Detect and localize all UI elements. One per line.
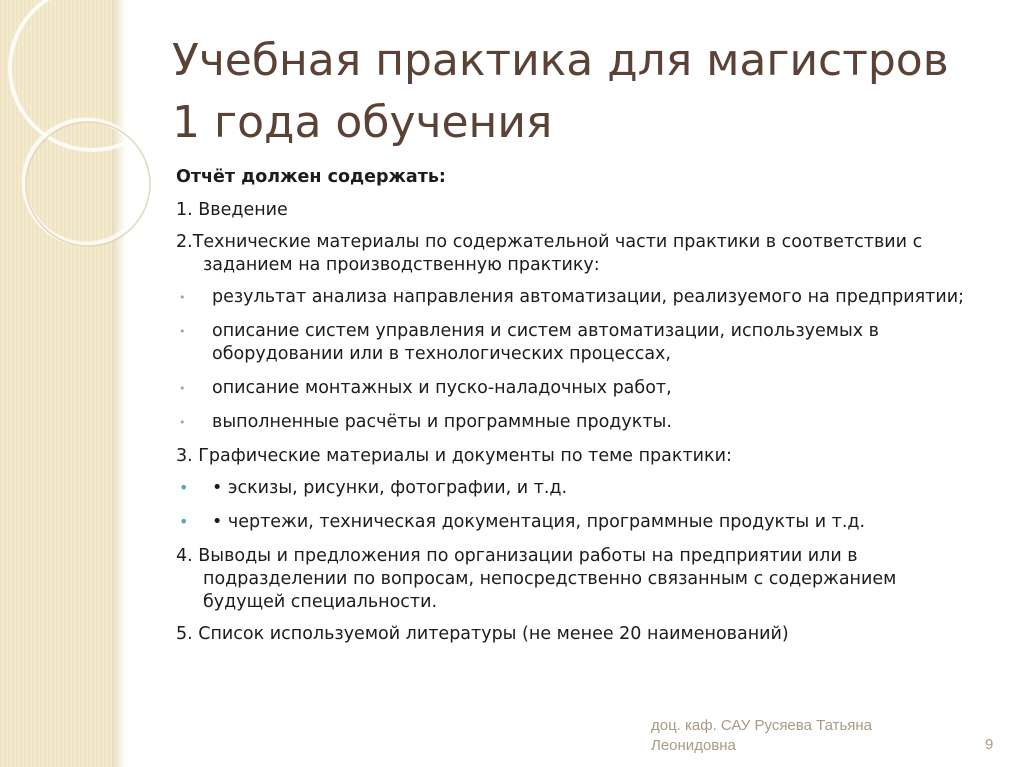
item-conclusions: [176, 545, 976, 614]
item-text: 3. Графические материалы и документы по теме практики:: [176, 446, 732, 466]
bullet-dot-icon: •: [179, 291, 186, 304]
item-text: 4. Выводы и предложения по организации работы на предприятии или в подразделении по вопросам, непосредственно связанным с содержанием будущей специальности.: [176, 546, 897, 612]
decorative-rings: [0, 0, 160, 767]
page-number: 9: [985, 736, 994, 753]
content-heading: Отчёт должен содержать:: [176, 167, 446, 187]
bullet-item: [176, 411, 976, 434]
bullet-dot-icon: •: [179, 478, 189, 497]
bullet-item: [176, 320, 976, 366]
slide-title: [172, 30, 992, 154]
bullet-text: описание систем управления и систем автоматизации, используемых в оборудовании или в технологических процессах,: [212, 321, 879, 364]
item-graphic-materials: [176, 445, 976, 468]
bullet-dot-icon: •: [179, 416, 186, 429]
item-text: 5. Список используемой литературы (не менее 20 наименований): [176, 624, 789, 644]
title-line-1: Учебная практика для магистров: [172, 35, 949, 86]
bullet-text: • эскизы, рисунки, фотографии, и т.д.: [212, 478, 568, 498]
bullet-text: выполненные расчёты и программные продукты.: [212, 412, 672, 432]
footer-author: доц. каф. САУ Русяева Татьяна Леонидовна: [651, 717, 873, 754]
bullet-item: [176, 477, 976, 500]
bullet-text: • чертежи, техническая документация, программные продукты и т.д.: [212, 512, 866, 532]
title-line-2: 1 года обучения: [172, 97, 553, 148]
ring-shadow: [26, 122, 150, 246]
bullet-item: [176, 377, 976, 400]
content-body: [176, 166, 976, 655]
ring-large: [10, 0, 160, 150]
item-text: 1. Введение: [176, 200, 288, 220]
bullet-dot-icon: •: [179, 512, 189, 531]
bullet-dot-icon: •: [179, 382, 186, 395]
bullet-item: [176, 286, 976, 309]
bullet-item: [176, 511, 976, 534]
item-text: 2.Технические материалы по содержательной части практики в соответствии с заданием на производственную практику:: [176, 232, 923, 275]
bullet-dot-icon: •: [179, 325, 186, 338]
item-references: [176, 623, 976, 646]
bullet-text: результат анализа направления автоматизации, реализуемого на предприятии;: [212, 287, 964, 307]
item-introduction: [176, 199, 976, 222]
bullet-text: описание монтажных и пуско-наладочных работ,: [212, 378, 672, 398]
item-technical-materials: [176, 231, 976, 277]
